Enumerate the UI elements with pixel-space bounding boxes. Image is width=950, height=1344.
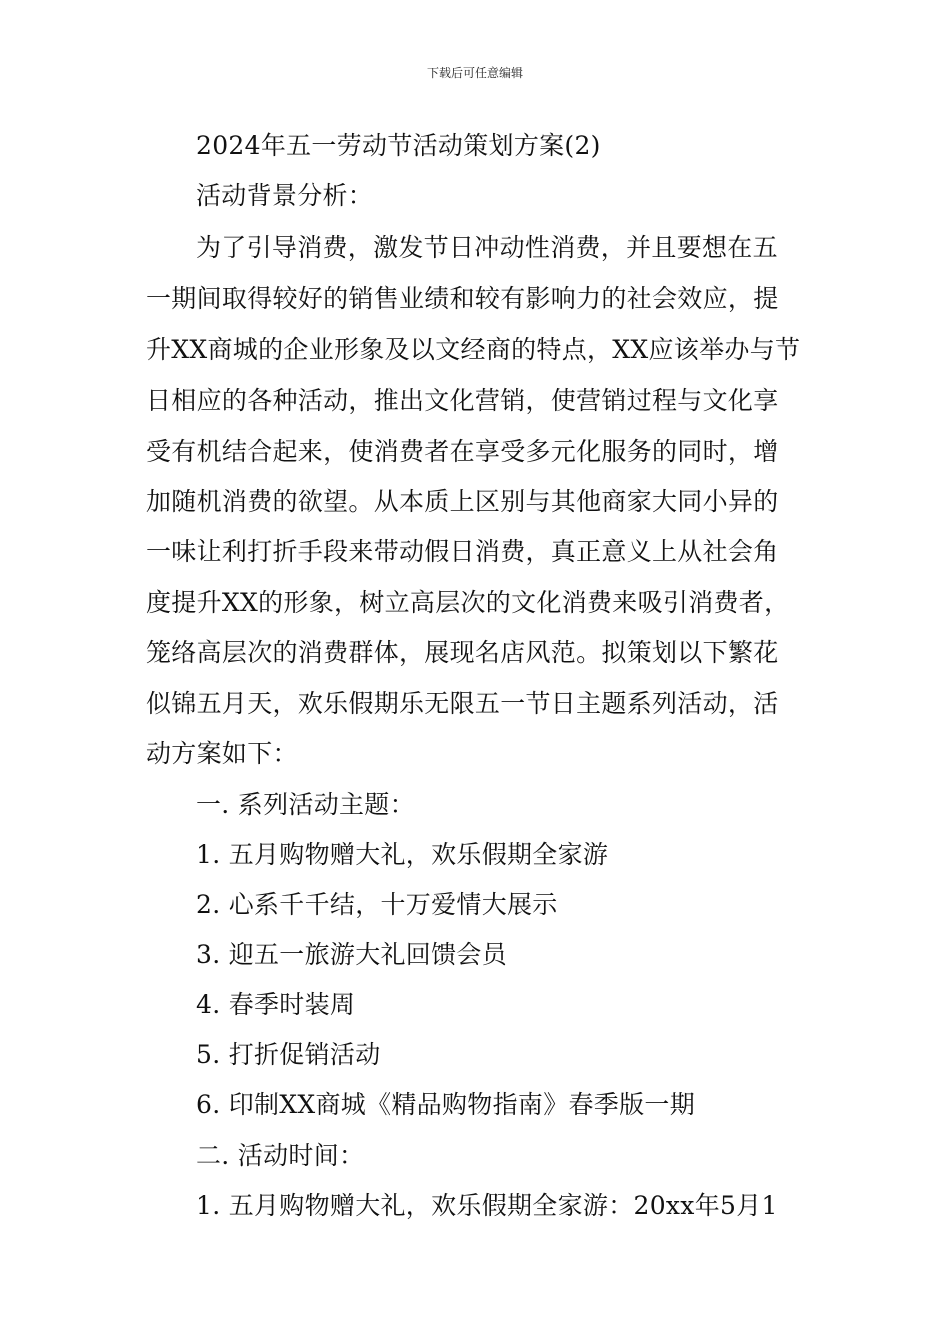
section-heading-themes: 一. 系列活动主题： bbox=[196, 790, 415, 819]
theme-list-item: 5. 打折促销活动 bbox=[196, 1040, 381, 1069]
paragraph-line: 为了引导消费，激发节日冲动性消费，并且要想在五 bbox=[196, 233, 778, 262]
section-heading-background: 活动背景分析： bbox=[196, 181, 374, 210]
time-list-item: 1. 五月购物赠大礼，欢乐假期全家游：20xx年5月1 bbox=[196, 1191, 778, 1220]
header-note: 下载后可任意编辑 bbox=[426, 66, 523, 80]
theme-list-item: 4. 春季时装周 bbox=[196, 990, 356, 1019]
paragraph-line: 度提升XX的形象，树立高层次的文化消费来吸引消费者， bbox=[146, 588, 790, 617]
paragraph-line: 日相应的各种活动，推出文化营销，使营销过程与文化享 bbox=[146, 386, 779, 415]
theme-list-item: 2. 心系千千结，十万爱情大展示 bbox=[196, 890, 558, 919]
theme-list-item: 3. 迎五一旅游大礼回馈会员 bbox=[196, 940, 508, 969]
paragraph-line: 升XX商城的企业形象及以文经商的特点，XX应该举办与节 bbox=[146, 335, 801, 364]
paragraph-line: 受有机结合起来，使消费者在享受多元化服务的同时，增 bbox=[146, 437, 779, 466]
section-heading-time: 二. 活动时间： bbox=[196, 1141, 365, 1170]
theme-list-item: 6. 印制XX商城《精品购物指南》春季版一期 bbox=[196, 1090, 695, 1119]
paragraph-line: 一味让利打折手段来带动假日消费，真正意义上从社会角 bbox=[146, 537, 779, 566]
document-title: 2024年五一劳动节活动策划方案(2) bbox=[196, 131, 601, 160]
theme-list-item: 1. 五月购物赠大礼，欢乐假期全家游 bbox=[196, 840, 609, 869]
paragraph-line: 动方案如下： bbox=[146, 739, 298, 768]
paragraph-line: 一期间取得较好的销售业绩和较有影响力的社会效应，提 bbox=[146, 284, 779, 313]
paragraph-line: 笼络高层次的消费群体，展现名店风范。拟策划以下繁花 bbox=[146, 638, 779, 667]
paragraph-line: 似锦五月天，欢乐假期乐无限五一节日主题系列活动，活 bbox=[146, 689, 779, 718]
paragraph-line: 加随机消费的欲望。从本质上区别与其他商家大同小异的 bbox=[146, 487, 779, 516]
